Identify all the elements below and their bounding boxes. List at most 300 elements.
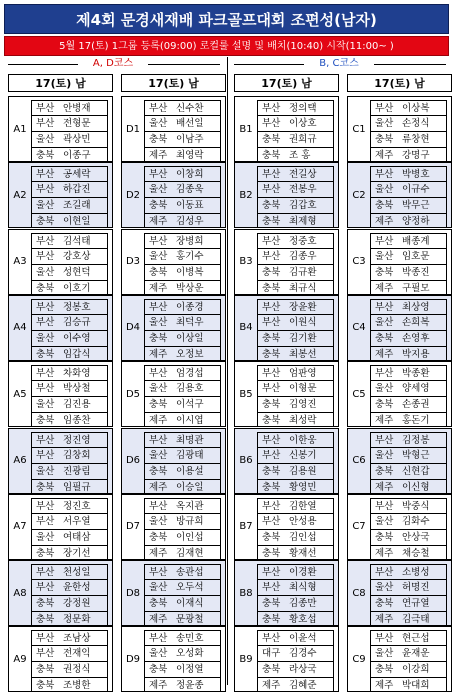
group-card bbox=[121, 295, 226, 361]
group-card bbox=[121, 428, 226, 494]
player-row bbox=[370, 182, 447, 198]
player-row bbox=[257, 432, 334, 448]
player-name: 이경환 bbox=[289, 567, 317, 579]
player-name: 최명관 bbox=[176, 434, 204, 446]
player-name: 오두석 bbox=[176, 582, 204, 594]
player-row bbox=[257, 530, 334, 546]
player-row bbox=[370, 132, 447, 148]
player-row bbox=[31, 630, 108, 646]
player-row bbox=[370, 448, 447, 464]
player-row bbox=[31, 397, 108, 413]
player-region: 충북 bbox=[375, 200, 394, 212]
player-row bbox=[31, 347, 108, 361]
player-name: 이규수 bbox=[402, 184, 430, 196]
group-id: C5 bbox=[352, 388, 366, 400]
player-row bbox=[370, 646, 447, 662]
player-region: 부산 bbox=[149, 500, 168, 512]
player-name: 박종진 bbox=[402, 266, 430, 278]
player-name: 정의택 bbox=[289, 103, 317, 114]
group-card bbox=[234, 494, 339, 560]
player-row bbox=[31, 265, 108, 281]
player-name: 이형문 bbox=[289, 383, 317, 395]
player-name: 정문화 bbox=[63, 614, 91, 626]
player-name: 양세영 bbox=[402, 383, 430, 395]
player-name: 박중식 bbox=[402, 500, 430, 512]
player-region: 충북 bbox=[262, 282, 281, 294]
player-row bbox=[257, 480, 334, 494]
player-region: 부산 bbox=[36, 582, 55, 594]
player-name: 김규환 bbox=[289, 266, 317, 278]
player-name: 이종경 bbox=[176, 301, 204, 313]
player-row bbox=[31, 116, 108, 132]
group-id: B3 bbox=[239, 256, 253, 268]
player-row bbox=[31, 381, 108, 397]
player-name: 이용설 bbox=[176, 465, 204, 477]
player-region: 제주 bbox=[375, 680, 394, 692]
group-id: D5 bbox=[125, 388, 141, 400]
player-name: 최규식 bbox=[289, 282, 317, 294]
player-name: 박병호 bbox=[402, 169, 430, 181]
player-row bbox=[144, 432, 221, 448]
player-row bbox=[144, 564, 221, 580]
player-row bbox=[31, 498, 108, 514]
player-region: 울산 bbox=[375, 250, 394, 262]
player-name: 박상운 bbox=[176, 282, 204, 294]
player-name: 김갑호 bbox=[289, 200, 317, 212]
player-region: 충북 bbox=[375, 531, 394, 543]
player-region: 부산 bbox=[36, 633, 55, 645]
player-name: 김영진 bbox=[289, 399, 317, 411]
player-row bbox=[257, 166, 334, 182]
player-row bbox=[144, 464, 221, 480]
player-row bbox=[31, 281, 108, 295]
player-name: 박대희 bbox=[402, 680, 430, 692]
player-region: 충북 bbox=[262, 399, 281, 411]
player-region: 부산 bbox=[149, 434, 168, 446]
player-name: 이원식 bbox=[289, 316, 317, 328]
group-card bbox=[347, 229, 452, 295]
player-name: 최덕우 bbox=[176, 316, 204, 328]
player-name: 정진영 bbox=[63, 434, 91, 446]
player-region: 충북 bbox=[36, 150, 55, 161]
player-region: 부산 bbox=[149, 633, 168, 645]
player-name: 임호문 bbox=[402, 250, 430, 262]
player-region: 부산 bbox=[149, 368, 168, 380]
player-row bbox=[370, 612, 447, 626]
player-list bbox=[370, 365, 447, 427]
player-row bbox=[144, 214, 221, 228]
player-name: 최봉선 bbox=[289, 348, 317, 360]
player-list bbox=[31, 630, 108, 692]
player-region: 충북 bbox=[149, 598, 168, 610]
player-region: 울산 bbox=[36, 399, 55, 411]
player-region: 울산 bbox=[149, 449, 168, 461]
player-name: 신현갑 bbox=[402, 465, 430, 477]
player-list bbox=[370, 299, 447, 360]
player-name: 이인섭 bbox=[176, 531, 204, 543]
group-card bbox=[121, 494, 226, 560]
player-name: 강호상 bbox=[63, 250, 91, 262]
group-id: B8 bbox=[239, 587, 253, 599]
group-id: B6 bbox=[239, 455, 253, 466]
player-name: 전형문 bbox=[63, 118, 91, 129]
group-card bbox=[121, 361, 226, 427]
player-row bbox=[144, 546, 221, 560]
group-id: D1 bbox=[125, 123, 141, 135]
player-region: 부산 bbox=[36, 434, 55, 446]
player-name: 이재식 bbox=[176, 598, 204, 610]
player-region: 부산 bbox=[262, 567, 281, 579]
player-name: 김승규 bbox=[63, 316, 91, 328]
player-name: 송관섭 bbox=[176, 567, 204, 579]
player-name: 이윤석 bbox=[289, 633, 317, 645]
player-name: 천성일 bbox=[63, 567, 91, 579]
player-list bbox=[31, 365, 108, 427]
player-name: 조 홍 bbox=[289, 150, 311, 161]
player-row bbox=[144, 662, 221, 678]
player-name: 이정열 bbox=[176, 664, 204, 676]
player-name: 안성용 bbox=[289, 515, 317, 527]
player-region: 제주 bbox=[375, 150, 394, 161]
player-row bbox=[257, 365, 334, 381]
player-name: 방규희 bbox=[176, 515, 204, 527]
group-card bbox=[8, 162, 113, 228]
player-region: 충북 bbox=[36, 216, 55, 228]
player-region: 제주 bbox=[149, 282, 168, 294]
player-name: 이강희 bbox=[402, 664, 430, 676]
player-region: 충북 bbox=[375, 465, 394, 477]
player-row bbox=[31, 214, 108, 228]
player-name: 이병복 bbox=[176, 266, 204, 278]
group-card bbox=[347, 560, 452, 626]
player-name: 임필규 bbox=[63, 481, 91, 493]
player-region: 제주 bbox=[149, 348, 168, 360]
player-region: 제주 bbox=[149, 216, 168, 228]
player-name: 김성우 bbox=[176, 216, 204, 228]
player-region: 부산 bbox=[375, 301, 394, 313]
player-name: 신봉기 bbox=[289, 449, 317, 461]
player-region: 부산 bbox=[262, 103, 281, 114]
player-list bbox=[144, 233, 221, 294]
player-name: 문광철 bbox=[176, 614, 204, 626]
player-row bbox=[31, 166, 108, 182]
player-region: 울산 bbox=[375, 316, 394, 328]
player-name: 장기선 bbox=[63, 547, 91, 559]
player-list bbox=[31, 564, 108, 626]
player-row bbox=[370, 432, 447, 448]
group-card bbox=[8, 229, 113, 295]
player-region: 충북 bbox=[262, 134, 281, 145]
player-region: 충북 bbox=[375, 266, 394, 278]
player-row bbox=[257, 281, 334, 295]
group-card bbox=[234, 361, 339, 427]
player-region: 충북 bbox=[36, 415, 55, 427]
player-row bbox=[144, 397, 221, 413]
player-row bbox=[144, 480, 221, 494]
player-row bbox=[370, 662, 447, 678]
player-region: 부산 bbox=[262, 500, 281, 512]
player-row bbox=[31, 148, 108, 162]
player-name: 손정식 bbox=[402, 118, 430, 129]
player-region: 충북 bbox=[262, 547, 281, 559]
group-card bbox=[8, 96, 113, 162]
player-list bbox=[31, 498, 108, 559]
player-name: 조병한 bbox=[63, 680, 91, 692]
player-name: 김용호 bbox=[176, 383, 204, 395]
player-row bbox=[370, 281, 447, 295]
player-row bbox=[144, 249, 221, 265]
player-region: 부산 bbox=[262, 169, 281, 181]
player-row bbox=[31, 331, 108, 347]
player-region: 부산 bbox=[375, 500, 394, 512]
player-name: 배종계 bbox=[402, 235, 430, 247]
player-name: 이상복 bbox=[402, 103, 430, 114]
group-id: D2 bbox=[125, 189, 141, 201]
player-list bbox=[370, 233, 447, 294]
player-row bbox=[144, 448, 221, 464]
player-name: 임종찬 bbox=[63, 415, 91, 427]
player-name: 김창회 bbox=[63, 449, 91, 461]
player-region: 충북 bbox=[36, 348, 55, 360]
player-row bbox=[257, 381, 334, 397]
column-header: 17(토) 남 bbox=[8, 74, 113, 92]
player-name: 김기환 bbox=[289, 332, 317, 344]
player-region: 충북 bbox=[149, 200, 168, 212]
player-list bbox=[370, 498, 447, 559]
group-card bbox=[347, 295, 452, 361]
player-region: 부산 bbox=[262, 250, 281, 262]
player-region: 충북 bbox=[149, 465, 168, 477]
group-id: A9 bbox=[13, 653, 27, 665]
player-row bbox=[257, 315, 334, 331]
player-list bbox=[370, 432, 447, 493]
player-region: 부산 bbox=[262, 515, 281, 527]
group-id: B5 bbox=[239, 388, 253, 400]
player-row bbox=[31, 678, 108, 692]
player-name: 양정하 bbox=[402, 216, 430, 228]
player-row bbox=[257, 564, 334, 580]
player-row bbox=[31, 182, 108, 198]
player-name: 송민호 bbox=[176, 633, 204, 645]
player-region: 울산 bbox=[149, 118, 168, 129]
player-row bbox=[257, 233, 334, 249]
player-name: 이남주 bbox=[176, 134, 204, 145]
group-card bbox=[8, 494, 113, 560]
group-card bbox=[347, 162, 452, 228]
player-name: 박지용 bbox=[402, 348, 430, 360]
player-name: 하갑진 bbox=[63, 184, 91, 196]
player-name: 임갑식 bbox=[63, 348, 91, 360]
player-name: 이상일 bbox=[176, 332, 204, 344]
player-row bbox=[370, 100, 447, 116]
player-region: 충북 bbox=[262, 150, 281, 161]
player-row bbox=[257, 299, 334, 315]
player-row bbox=[257, 116, 334, 132]
player-name: 전봉우 bbox=[289, 184, 317, 196]
player-list bbox=[144, 365, 221, 427]
player-row bbox=[31, 514, 108, 530]
player-region: 부산 bbox=[262, 449, 281, 461]
player-region: 울산 bbox=[149, 648, 168, 660]
player-region: 부산 bbox=[375, 169, 394, 181]
course-separator bbox=[227, 57, 228, 685]
group-card bbox=[8, 361, 113, 427]
player-row bbox=[144, 498, 221, 514]
player-name: 김종만 bbox=[289, 598, 317, 610]
player-row bbox=[257, 612, 334, 626]
player-name: 황재선 bbox=[289, 547, 317, 559]
player-name: 홍기수 bbox=[176, 250, 204, 262]
player-row bbox=[144, 281, 221, 295]
player-region: 부산 bbox=[36, 235, 55, 247]
group-id: A8 bbox=[13, 587, 27, 599]
player-name: 이신형 bbox=[402, 481, 430, 493]
group-id: C6 bbox=[352, 455, 366, 466]
player-name: 곽상민 bbox=[63, 134, 91, 145]
player-region: 부산 bbox=[36, 301, 55, 313]
player-region: 충북 bbox=[149, 134, 168, 145]
player-region: 제주 bbox=[149, 150, 168, 161]
player-name: 조길래 bbox=[63, 200, 91, 212]
player-row bbox=[370, 580, 447, 596]
player-name: 이한웅 bbox=[289, 434, 317, 446]
player-row bbox=[31, 580, 108, 596]
player-name: 서우열 bbox=[63, 515, 91, 527]
player-region: 울산 bbox=[375, 383, 394, 395]
player-row bbox=[31, 413, 108, 427]
player-row bbox=[257, 397, 334, 413]
player-row bbox=[370, 498, 447, 514]
player-name: 권희규 bbox=[289, 134, 317, 145]
group-card bbox=[234, 96, 339, 162]
player-row bbox=[31, 299, 108, 315]
player-row bbox=[370, 413, 447, 427]
group-id: D9 bbox=[125, 653, 141, 665]
player-region: 충북 bbox=[36, 680, 55, 692]
player-row bbox=[31, 646, 108, 662]
player-name: 연규열 bbox=[402, 598, 430, 610]
player-row bbox=[31, 100, 108, 116]
player-list bbox=[257, 564, 334, 626]
player-row bbox=[257, 546, 334, 560]
player-region: 울산 bbox=[36, 134, 55, 145]
player-region: 부산 bbox=[262, 184, 281, 196]
group-id: C9 bbox=[352, 653, 366, 665]
player-name: 김경수 bbox=[289, 648, 317, 660]
player-name: 박상철 bbox=[63, 383, 91, 395]
player-region: 울산 bbox=[149, 582, 168, 594]
player-row bbox=[31, 612, 108, 626]
player-list bbox=[31, 100, 108, 161]
player-name: 최제형 bbox=[289, 216, 317, 228]
player-name: 성현덕 bbox=[63, 266, 91, 278]
player-row bbox=[144, 100, 221, 116]
player-list bbox=[370, 564, 447, 626]
player-region: 충북 bbox=[262, 266, 281, 278]
player-region: 제주 bbox=[149, 547, 168, 559]
player-name: 여태삼 bbox=[63, 531, 91, 543]
group-card bbox=[121, 229, 226, 295]
player-list bbox=[144, 630, 221, 692]
player-row bbox=[257, 182, 334, 198]
player-name: 김진용 bbox=[63, 399, 91, 411]
player-region: 부산 bbox=[375, 633, 394, 645]
group-id: A7 bbox=[13, 521, 27, 533]
player-list bbox=[144, 299, 221, 360]
player-row bbox=[257, 198, 334, 214]
player-row bbox=[370, 596, 447, 612]
player-name: 장병희 bbox=[176, 235, 204, 247]
player-list bbox=[257, 365, 334, 427]
column-header: 17(토) 남 bbox=[234, 74, 339, 92]
player-name: 안병재 bbox=[63, 103, 91, 114]
player-name: 전길상 bbox=[289, 169, 317, 181]
player-row bbox=[370, 249, 447, 265]
player-name: 소병성 bbox=[402, 567, 430, 579]
player-region: 대구 bbox=[262, 648, 281, 660]
player-row bbox=[144, 182, 221, 198]
group-card bbox=[347, 626, 452, 692]
group-id: D8 bbox=[125, 587, 141, 599]
player-row bbox=[144, 646, 221, 662]
player-region: 부산 bbox=[36, 184, 55, 196]
course-label-ad: A, D코스 bbox=[78, 57, 148, 71]
player-row bbox=[257, 678, 334, 692]
player-region: 부산 bbox=[262, 316, 281, 328]
player-name: 김재현 bbox=[176, 547, 204, 559]
player-row bbox=[144, 630, 221, 646]
player-name: 전재익 bbox=[63, 648, 91, 660]
player-region: 울산 bbox=[36, 332, 55, 344]
player-region: 제주 bbox=[375, 216, 394, 228]
player-name: 이승일 bbox=[176, 481, 204, 493]
group-id: B9 bbox=[239, 653, 253, 665]
player-region: 부산 bbox=[262, 434, 281, 446]
player-region: 울산 bbox=[36, 465, 55, 477]
player-name: 윤한성 bbox=[63, 582, 91, 594]
player-name: 최상영 bbox=[402, 301, 430, 313]
player-row bbox=[257, 249, 334, 265]
player-row bbox=[370, 678, 447, 692]
group-card bbox=[234, 626, 339, 692]
player-region: 부산 bbox=[262, 582, 281, 594]
player-row bbox=[144, 381, 221, 397]
player-list bbox=[31, 233, 108, 294]
player-region: 충북 bbox=[262, 481, 281, 493]
player-row bbox=[144, 365, 221, 381]
player-name: 강명구 bbox=[402, 150, 430, 161]
player-region: 충북 bbox=[36, 614, 55, 626]
player-name: 김광태 bbox=[176, 449, 204, 461]
group-id: B1 bbox=[239, 123, 253, 135]
player-row bbox=[144, 315, 221, 331]
player-region: 제주 bbox=[149, 614, 168, 626]
player-region: 부산 bbox=[149, 301, 168, 313]
player-list bbox=[370, 100, 447, 161]
player-region: 부산 bbox=[375, 368, 394, 380]
player-region: 제주 bbox=[375, 282, 394, 294]
player-name: 진광림 bbox=[63, 465, 91, 477]
player-row bbox=[370, 514, 447, 530]
player-name: 최영락 bbox=[176, 150, 204, 161]
player-row bbox=[144, 678, 221, 692]
player-region: 울산 bbox=[375, 449, 394, 461]
player-name: 김정봉 bbox=[402, 434, 430, 446]
player-row bbox=[370, 265, 447, 281]
player-row bbox=[257, 646, 334, 662]
player-list bbox=[31, 166, 108, 228]
player-name: 차화영 bbox=[63, 368, 91, 380]
